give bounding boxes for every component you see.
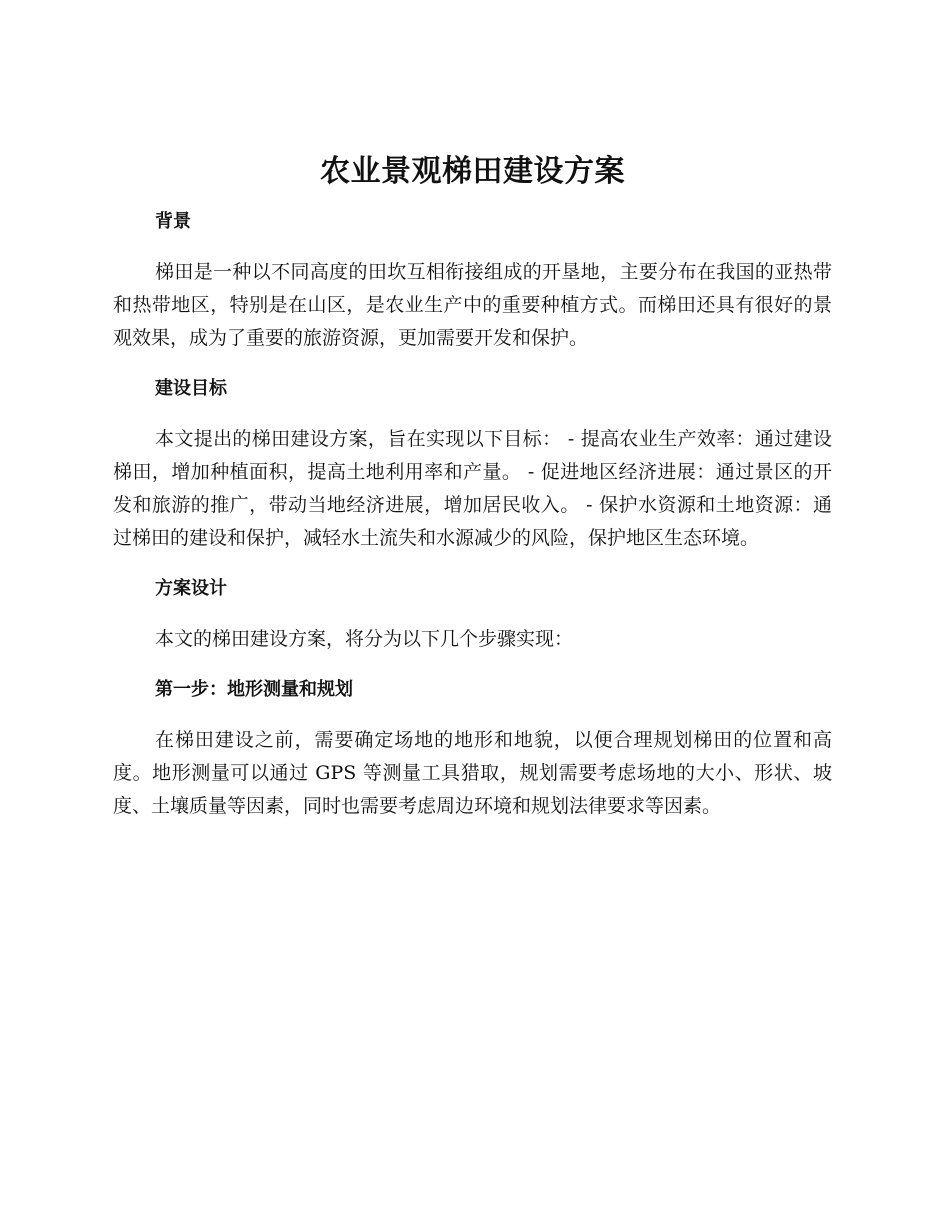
paragraph: 本文提出的梯田建设方案，旨在实现以下目标： - 提高农业生产效率：通过建设梯田，增加种植面积，提高土地利用率和产量。 - 促进地区经济进展：通过景区的开发和旅游的推广，带动当地经济进展，增加居民收入。 - 保护水资源和土地资源：通过梯田的建设和保护，减轻水土流失和水源减少的风险，保护地区生态环境。 xyxy=(113,428,832,549)
section-background xyxy=(113,208,832,355)
section-heading: 建设目标 xyxy=(155,378,227,399)
paragraph: 本文的梯田建设方案，将分为以下几个步骤实现： xyxy=(155,628,574,650)
section-heading: 背景 xyxy=(155,211,191,232)
section-goals xyxy=(113,375,832,555)
section-step-one xyxy=(113,676,832,823)
document-title: 农业景观梯田建设方案 xyxy=(320,154,625,189)
section-heading: 方案设计 xyxy=(155,578,227,599)
section-design xyxy=(113,575,832,656)
paragraph: 在梯田建设之前，需要确定场地的地形和地貌，以便合理规划梯田的位置和高度。地形测量可以通过 GPS 等测量工具猎取，规划需要考虑场地的大小、形状、坡度、土壤质量等因素，同时也需要考虑周边环境和规划法律要求等因素。 xyxy=(113,729,832,817)
section-heading: 第一步：地形测量和规划 xyxy=(155,679,353,700)
paragraph: 梯田是一种以不同高度的田坎互相衔接组成的开垦地，主要分布在我国的亚热带和热带地区，特别是在山区，是农业生产中的重要种植方式。而梯田还具有很好的景观效果，成为了重要的旅游资源，更加需要开发和保护。 xyxy=(113,261,832,349)
